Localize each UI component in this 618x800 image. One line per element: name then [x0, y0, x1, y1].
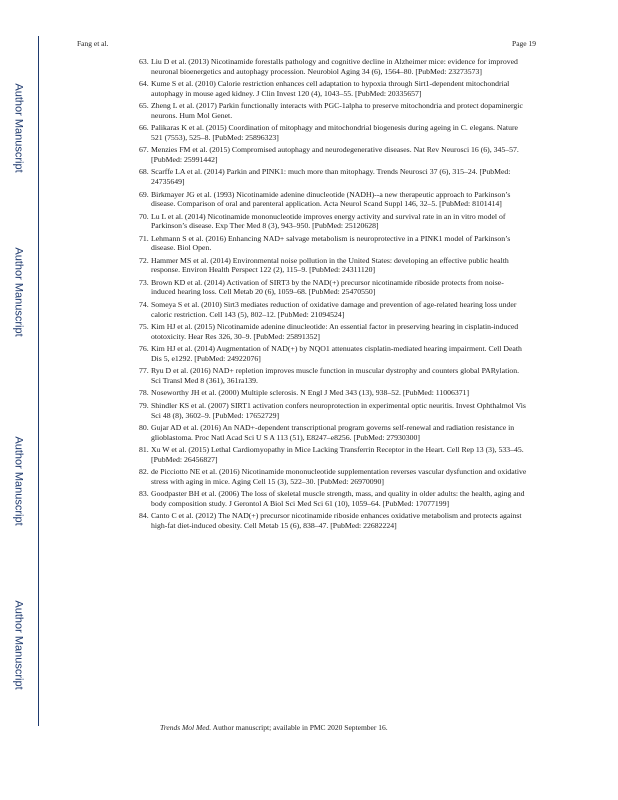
reference-text: Kim HJ et al. (2015) Nicotinamide adenine dinucleotide: An essential factor in preserving hearing in cisplatin-induced ototoxicity. Hear Res 326, 30–9. [PubMed: 25891352] [151, 322, 519, 341]
reference-item [139, 79, 527, 98]
reference-number: 72. [139, 255, 149, 265]
reference-item [139, 322, 527, 341]
reference-text: Kume S et al. (2010) Calorie restriction enhances cell adaptation to hypoxia through Sirt1-dependent mitochondrial autophagy in mouse aged kidney. J Clin Invest 120 (4), 1043–55. [PubMed: 20335657] [151, 79, 510, 98]
reference-item [139, 212, 527, 231]
reference-text: Palikaras K et al. (2015) Coordination of mitophagy and mitochondrial biogenesis during ageing in C. elegans. Nature 521 (7553), 525–8. [PubMed: 25896323] [151, 123, 518, 142]
reference-text: Someya S et al. (2010) Sirt3 mediates reduction of oxidative damage and prevention of age-related hearing loss under caloric restriction. Cell 143 (5), 802–12. [PubMed: 21094524] [151, 300, 517, 319]
page-footer [160, 723, 388, 732]
reference-item [139, 388, 527, 398]
reference-number: 78. [139, 388, 149, 398]
reference-text: de Picciotto NE et al. (2016) Nicotinamide mononucleotide supplementation reverses vascular dysfunction and oxidative stress with aging in mice. Aging Cell 15 (3), 522–30. [PubMed: 26970090] [151, 467, 527, 486]
reference-number: 63. [139, 57, 149, 66]
reference-item [139, 467, 527, 486]
reference-item [139, 445, 527, 464]
reference-item [139, 278, 527, 297]
reference-number: 84. [139, 511, 149, 521]
author-manuscript-label: Author Manuscript [13, 436, 26, 526]
reference-item [139, 423, 527, 442]
reference-text: Goodpaster BH et al. (2006) The loss of skeletal muscle strength, mass, and quality in older adults: the health, aging and body composition study. J Gerontol A Biol Sci Med Sci 61 (10), 1059–64. [PubMed: 17077199] [151, 489, 525, 508]
page-number: Page 19 [512, 39, 536, 48]
reference-number: 79. [139, 400, 149, 410]
reference-text: Hammer MS et al. (2014) Environmental noise pollution in the United States: developing an effective public health response. Environ Health Perspect 122 (2), 115–9. [PubMed: 24311120] [151, 255, 509, 275]
reference-item [139, 190, 527, 209]
reference-text: Brown KD et al. (2014) Activation of SIRT3 by the NAD(+) precursor nicotinamide riboside protects from noise-induced hearing loss. Cell Metab 20 (6), 1059–68. [PubMed: 25470550] [151, 277, 504, 297]
reference-item [139, 256, 527, 275]
reference-item [139, 167, 527, 186]
journal-name: Trends Mol Med. [160, 723, 212, 732]
side-divider [38, 36, 39, 726]
reference-text: Lu L et al. (2014) Nicotinamide mononucleotide improves energy activity and survival rate in an in vitro model of Parkinson’s disease. Exp Ther Med 8 (3), 943–950. [PubMed: 25120628] [151, 211, 506, 231]
reference-number: 77. [139, 366, 149, 376]
reference-text: Gujar AD et al. (2016) An NAD+-dependent transcriptional program governs self-renewal and radiation resistance in glioblastoma. Proc Natl Acad Sci U S A 113 (51), E8247–e8256. [PubMed: 27930300] [151, 423, 515, 442]
reference-item [139, 101, 527, 120]
reference-text: Birkmayer JG et al. (1993) Nicotinamide adenine dinucleotide (NADH)--a new therapeutic approach to Parkinson’s disease. Comparison of oral and parenteral application. Acta Neurol Scand Suppl 146, 32–5. [PubMed: 8101414] [151, 189, 511, 209]
reference-text: Kim HJ et al. (2014) Augmentation of NAD(+) by NQO1 attenuates cisplatin-mediated hearing impairment. Cell Death Dis 5, e1292. [PubMed: 24922076] [151, 344, 522, 363]
reference-text: Zheng L et al. (2017) Parkin functionally interacts with PGC-1alpha to preserve mitochondria and protect dopaminergic neurons. Hum Mol Genet. [151, 101, 523, 120]
reference-list [139, 57, 527, 534]
reference-number: 81. [139, 445, 149, 455]
reference-number: 64. [139, 79, 149, 89]
reference-number: 76. [139, 344, 149, 354]
reference-text: Xu W et al. (2015) Lethal Cardiomyopathy in Mice Lacking Transferrin Receptor in the Heart. Cell Rep 13 (3), 533–45. [PubMed: 26456827] [151, 445, 524, 464]
reference-number: 69. [139, 189, 149, 199]
reference-number: 67. [139, 145, 149, 155]
reference-item [139, 344, 527, 363]
reference-number: 66. [139, 123, 149, 133]
reference-number: 74. [139, 300, 149, 310]
author-manuscript-label: Author Manuscript [13, 83, 26, 173]
reference-number: 70. [139, 211, 149, 221]
reference-text: Ryu D et al. (2016) NAD+ repletion improves muscle function in muscular dystrophy and counters global PARylation. Sci Transl Med 8 (361), 361ra139. [151, 366, 520, 385]
reference-text: Canto C et al. (2012) The NAD(+) precursor nicotinamide riboside enhances oxidative metabolism and protects against high-fat diet-induced obesity. Cell Metab 15 (6), 838–47. [PubMed: 22682224] [151, 511, 522, 530]
footer-note: Author manuscript; available in PMC 2020 September 16. [212, 723, 388, 732]
author-manuscript-label: Author Manuscript [13, 600, 26, 690]
running-header-author: Fang et al. [77, 39, 109, 48]
author-manuscript-label: Author Manuscript [13, 247, 26, 337]
reference-number: 71. [139, 233, 149, 243]
reference-item [139, 366, 527, 385]
reference-text: Noseworthy JH et al. (2000) Multiple sclerosis. N Engl J Med 343 (13), 938–52. [PubMed: 11006371] [151, 388, 470, 398]
reference-text: Lehmann S et al. (2016) Enhancing NAD+ salvage metabolism is neuroprotective in a PINK1 model of Parkinson’s disease. Biol Open. [151, 233, 511, 253]
reference-item [139, 401, 527, 420]
reference-item [139, 234, 527, 253]
reference-item [139, 511, 527, 530]
reference-number: 68. [139, 167, 149, 177]
reference-text: Shindler KS et al. (2007) SIRT1 activation confers neuroprotection in experimental optic neuritis. Invest Ophthalmol Vis Sci 48 (8), 3602–9. [PubMed: 17652729] [151, 400, 526, 420]
reference-number: 75. [139, 322, 149, 332]
reference-number: 82. [139, 467, 149, 477]
reference-item [139, 57, 527, 76]
reference-text: Liu D et al. (2013) Nicotinamide forestalls pathology and cognitive decline in Alzheimer mice: evidence for improved neuronal bioenergetics and autophagy procession. Neurobiol Aging 34 (6), 1564–80. [PubMed: 23273573] [151, 57, 518, 76]
reference-number: 65. [139, 101, 149, 111]
reference-text: Menzies FM et al. (2015) Compromised autophagy and neurodegenerative diseases. Nat Rev Neurosci 16 (6), 345–57. [PubMed: 25991442] [151, 145, 519, 164]
reference-number: 80. [139, 423, 149, 433]
reference-number: 73. [139, 277, 149, 287]
reference-item [139, 123, 527, 142]
reference-text: Scarffe LA et al. (2014) Parkin and PINK1: much more than mitophagy. Trends Neurosci 37 (6), 315–24. [PubMed: 24735649] [151, 167, 511, 187]
reference-item [139, 145, 527, 164]
reference-number: 83. [139, 489, 149, 499]
reference-item [139, 300, 527, 319]
reference-item [139, 489, 527, 508]
